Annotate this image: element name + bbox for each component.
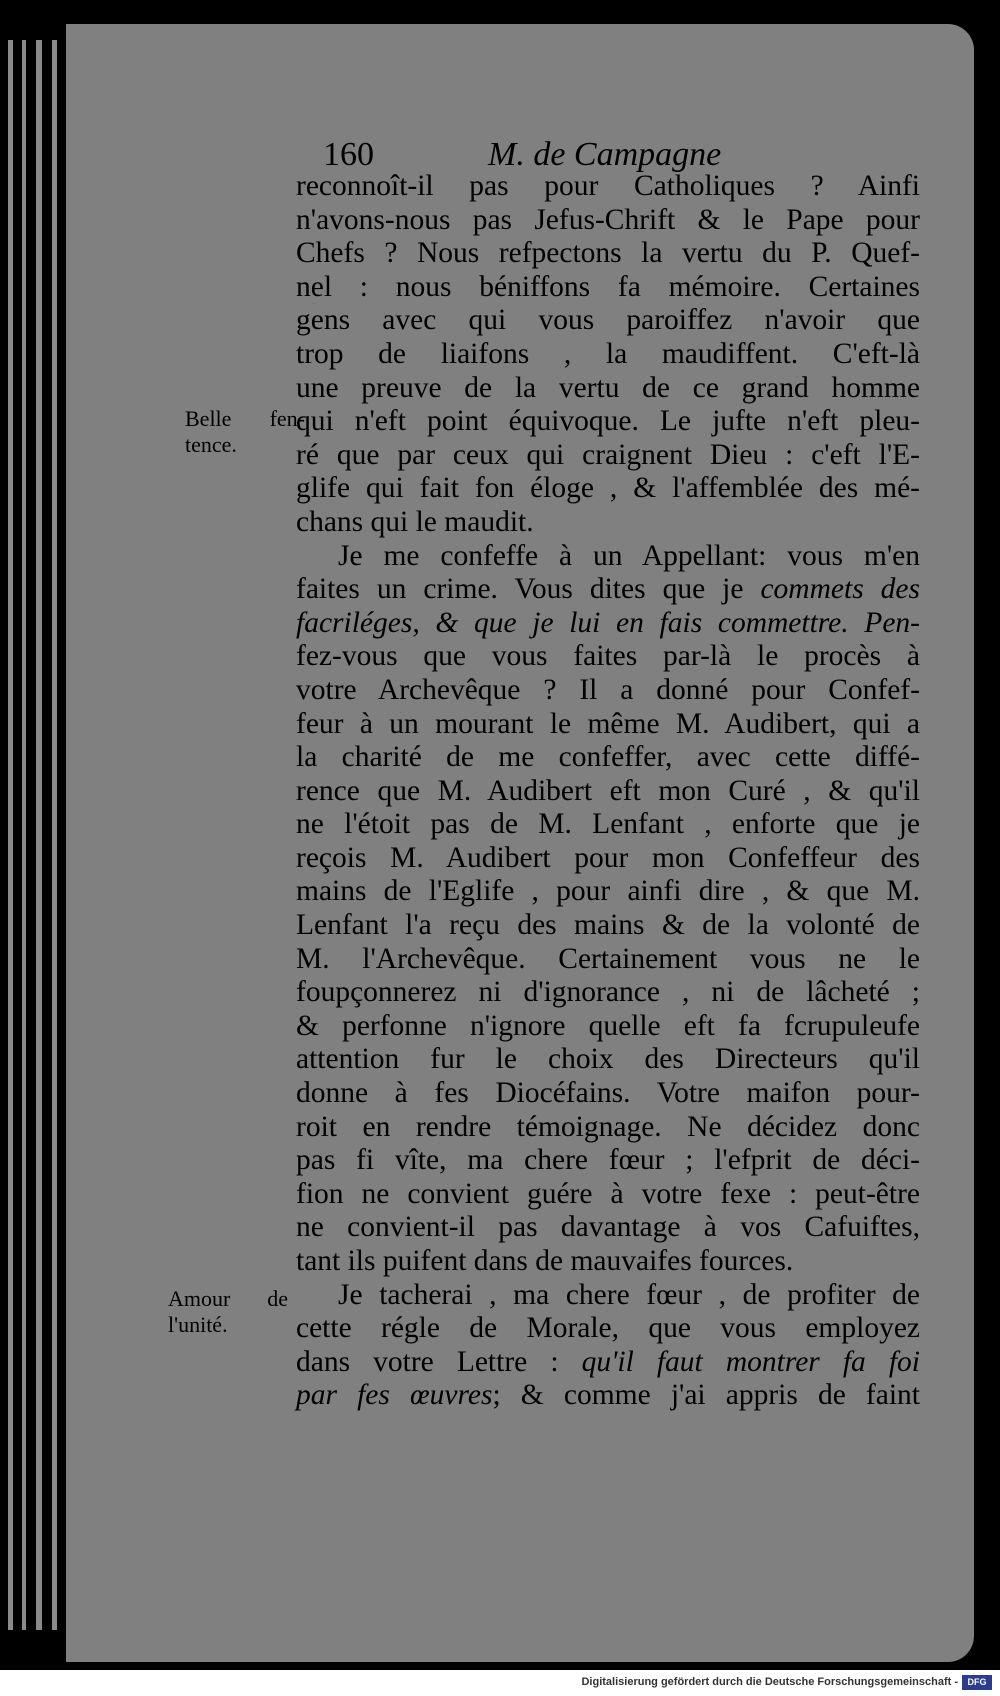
text-line: la charité de me confeffer, avec cette diffé- xyxy=(296,741,920,774)
italic-text-run: par fes œuvres xyxy=(296,1379,493,1412)
text-line xyxy=(296,573,920,607)
text-line: donne à fes Diocéfains. Votre maifon pour- xyxy=(296,1077,920,1110)
text-line: ré que par ceux qui craignent Dieu : c'eft l'E- xyxy=(296,438,920,471)
page-number: 160 xyxy=(323,136,374,173)
italic-text-run: commets des xyxy=(760,573,920,606)
text-line: feur à un mourant le même M. Audibert, qui a xyxy=(296,707,920,740)
margin-note-belle-sentence xyxy=(185,406,305,458)
text-run: dans votre Lettre : xyxy=(296,1345,582,1378)
text-line: trop de liaifons , la maudiffent. C'eft-là xyxy=(296,337,920,370)
text-line: & perfonne n'ignore quelle eft fa fcrupuleufe xyxy=(296,1009,920,1042)
text-line: mains de l'Eglife , pour ainfi dire , & que M. xyxy=(296,875,920,908)
page-edge xyxy=(8,40,13,1630)
text-line: rence que M. Audibert eft mon Curé , & qu'il xyxy=(296,774,920,807)
text-line: fion ne convient guére à votre fexe : peut-être xyxy=(296,1177,920,1210)
text-line: reconnoît-il pas pour Catholiques ? Ainfi xyxy=(296,170,920,202)
text-line: tant ils puifent dans de mauvaifes fources. xyxy=(296,1245,794,1277)
text-run: ; & comme j'ai appris de faint xyxy=(492,1379,920,1412)
text-line: roit en rendre témoignage. Ne décidez donc xyxy=(296,1110,920,1143)
running-title: M. de Campagne xyxy=(488,136,722,173)
margin-note-amour-unite xyxy=(168,1286,288,1338)
page-edge xyxy=(52,40,57,1630)
margin-note-line: Belle fen- xyxy=(185,406,305,431)
text-line: Je tacherai , ma chere fœur , de profiter de xyxy=(338,1278,920,1311)
text-line: votre Archevêque ? Il a donné pour Confef- xyxy=(296,673,920,706)
text-line: facriléges, & que je lui en fais commettre. Pen- xyxy=(296,606,920,639)
text-line: fez-vous que vous faites par-là le procès à xyxy=(296,640,920,673)
text-line: M. l'Archevêque. Certainement vous ne le xyxy=(296,942,920,975)
text-line xyxy=(296,1379,920,1413)
text-line: n'avons-nous pas Jefus-Chrift & le Pape pour xyxy=(296,203,920,236)
digitization-footer xyxy=(0,1670,1000,1696)
text-line: ne l'étoit pas de M. Lenfant , enforte que je xyxy=(296,808,920,841)
text-line xyxy=(296,1346,920,1380)
text-line: nel : nous béniffons fa mémoire. Certaines xyxy=(296,270,920,303)
text-line: gens avec qui vous paroiffez n'avoir que xyxy=(296,304,920,337)
text-line: foupçonnerez ni d'ignorance , ni de lâcheté ; xyxy=(296,976,920,1009)
text-line: glife qui fait fon éloge , & l'affemblée des mé- xyxy=(296,472,920,505)
text-line: qui n'eft point équivoque. Le jufte n'eft pleu- xyxy=(296,405,920,438)
text-line: reçois M. Audibert pour mon Confeffeur des xyxy=(296,841,920,874)
text-line: cette régle de Morale, que vous employez xyxy=(296,1312,920,1345)
text-run: faites un crime. Vous dites que je xyxy=(296,573,761,606)
margin-note-line: tence. xyxy=(185,432,237,457)
text-line: Je me confeffe à un Appellant: vous m'en xyxy=(338,539,920,572)
text-line: pas fi vîte, ma chere fœur ; l'efprit de déci- xyxy=(296,1144,920,1177)
margin-note-line: Amour de xyxy=(168,1286,288,1311)
text-line: ne convient-il pas davantage à vos Cafuiftes, xyxy=(296,1211,920,1244)
text-line: chans qui le maudit. xyxy=(296,505,534,538)
text-line: Chefs ? Nous refpectons la vertu du P. Quef- xyxy=(296,237,920,270)
text-line: une preuve de la vertu de ce grand homme xyxy=(296,371,920,404)
margin-note-line: l'unité. xyxy=(168,1312,228,1337)
body-text xyxy=(296,170,920,1413)
funding-credit: Digitalisierung gefördert durch die Deutsche Forschungsgemeinschaft - xyxy=(581,1676,958,1688)
italic-text-run: qu'il faut montrer fa foi xyxy=(581,1345,921,1378)
text-line: Lenfant l'a reçu des mains & de la volonté de xyxy=(296,909,920,942)
dfg-logo: DFG xyxy=(962,1675,992,1690)
page-edge xyxy=(22,40,26,1630)
text-line: attention fur le choix des Directeurs qu'il xyxy=(296,1043,920,1076)
page-edge xyxy=(36,40,42,1630)
